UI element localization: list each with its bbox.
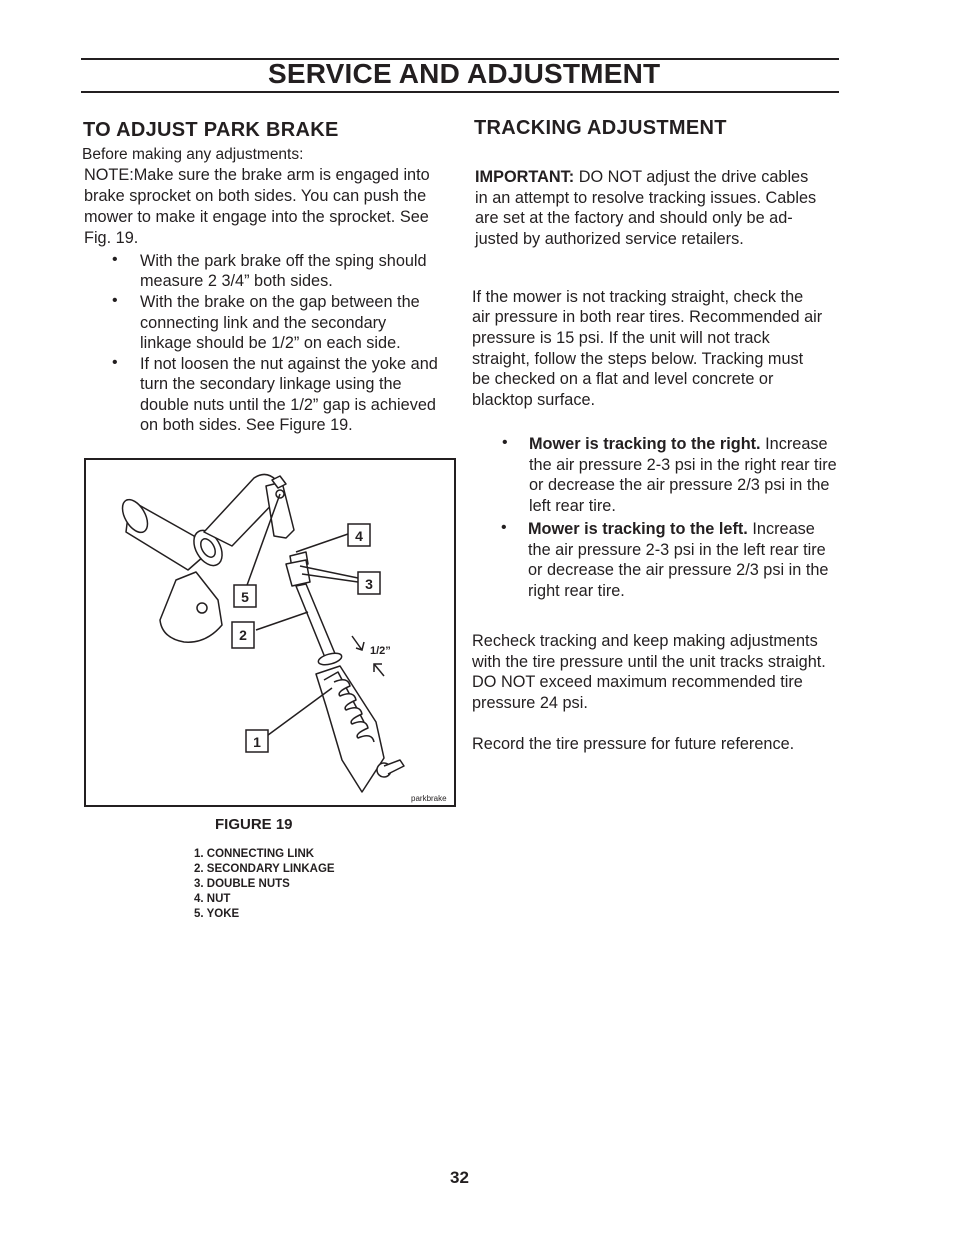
tracking-right-bold: Mower is tracking to the right. [529,435,761,453]
page-number: 32 [450,1168,469,1187]
tracking-important-line-2: in an attempt to resolve tracking issues. Cables [475,189,817,207]
tracking-right-line-2: the air pressure 2-3 psi in the right rear tire [529,456,837,474]
figure-watermark: parkbrake [411,794,447,803]
tracking-left-bold: Mower is tracking to the left. [528,520,748,538]
callout-3: 3 [365,576,373,592]
bullet-marker: • [112,251,118,268]
tracking-para1-line-3: pressure is 15 psi. If the unit will not track [472,329,770,347]
park-brake-intro: Before making any adjustments: [82,146,304,163]
tracking-right-line-4: left rear tire. [529,497,616,515]
callout-2: 2 [239,627,247,643]
callout-1: 1 [253,734,261,750]
park-brake-bullet-2-line-3: linkage should be 1/2” on each side. [140,334,401,352]
park-brake-bullet-2-line-2: connecting link and the secondary [140,314,387,332]
park-brake-bullet-1-line-2: measure 2 3/4” both sides. [140,272,333,290]
tracking-important-line-4: justed by authorized service retailers. [475,230,744,248]
callout-4: 4 [355,528,363,544]
park-brake-bullet-3-line-4: on both sides. See Figure 19. [140,416,353,434]
park-brake-bullet-3-line-2: turn the secondary linkage using the [140,375,402,393]
park-brake-heading: TO ADJUST PARK BRAKE [83,119,339,141]
tracking-important-line-1 [475,167,808,188]
tracking-right-text: Increase [760,435,828,453]
tracking-para2-line-2: with the tire pressure until the unit tracks straight. [472,653,826,671]
tracking-para2-line-1: Recheck tracking and keep making adjustments [472,632,818,650]
park-brake-bullet-1-line-1: With the park brake off the sping should [140,252,427,270]
legend-item: 3. DOUBLE NUTS [194,878,290,890]
figure-caption: FIGURE 19 [215,816,293,833]
tracking-para1-line-6: blacktop surface. [472,391,596,409]
important-text: DO NOT adjust the drive cables [574,168,809,186]
park-brake-bullet-3-line-1: If not loosen the nut against the yoke and [140,355,438,373]
park-brake-note-line-2: brake sprocket on both sides. You can push the [84,187,427,205]
tracking-left-text: Increase [747,520,815,538]
legend-item: 2. SECONDARY LINKAGE [194,863,335,875]
bullet-marker: • [501,519,507,536]
tracking-para2-line-4: pressure 24 psi. [472,694,588,712]
tracking-para1-line-5: be checked on a flat and level concrete or [472,370,774,388]
tracking-para1-line-1: If the mower is not tracking straight, check the [472,288,804,306]
park-brake-bullet-2-line-1: With the brake on the gap between the [140,293,420,311]
tracking-para1-line-4: straight, follow the steps below. Tracking must [472,350,804,368]
tracking-important-line-3: are set at the factory and should only be ad- [475,209,793,227]
tracking-left-line-1 [528,519,815,540]
park-brake-linkage-drawing [86,460,454,805]
tracking-para2-line-3: DO NOT exceed maximum recommended tire [472,673,803,691]
page-title: SERVICE AND ADJUSTMENT [268,58,661,89]
park-brake-note-line-4: Fig. 19. [84,229,139,247]
callout-5: 5 [241,589,249,605]
bullet-marker: • [112,292,118,309]
figure-19-illustration [84,458,456,807]
header-bottom-rule [81,91,839,93]
tracking-heading: TRACKING ADJUSTMENT [474,117,727,139]
legend-item: 1. CONNECTING LINK [194,848,315,860]
figure-legend [194,847,335,922]
tracking-para1-line-2: air pressure in both rear tires. Recommended air [472,308,823,326]
tracking-left-line-3: or decrease the air pressure 2/3 psi in the [528,561,829,579]
legend-item: 4. NUT [194,893,231,905]
legend-item: 5. YOKE [194,908,240,920]
tracking-left-line-4: right rear tire. [528,582,625,600]
park-brake-bullet-3-line-3: double nuts until the 1/2” gap is achieved [140,396,436,414]
important-label: IMPORTANT: [475,168,575,186]
park-brake-note-line-3: mower to make it engage into the sprocket. See [84,208,429,226]
bullet-marker: • [502,434,508,451]
park-brake-note-line-1: NOTE:Make sure the brake arm is engaged into [84,166,430,184]
tracking-para3: Record the tire pressure for future reference. [472,735,795,753]
tracking-left-line-2: the air pressure 2-3 psi in the left rear tire [528,541,826,559]
tracking-right-line-3: or decrease the air pressure 2/3 psi in the [529,476,830,494]
tracking-right-line-1 [529,434,828,455]
bullet-marker: • [112,354,118,371]
gap-label: 1/2” [370,645,391,657]
